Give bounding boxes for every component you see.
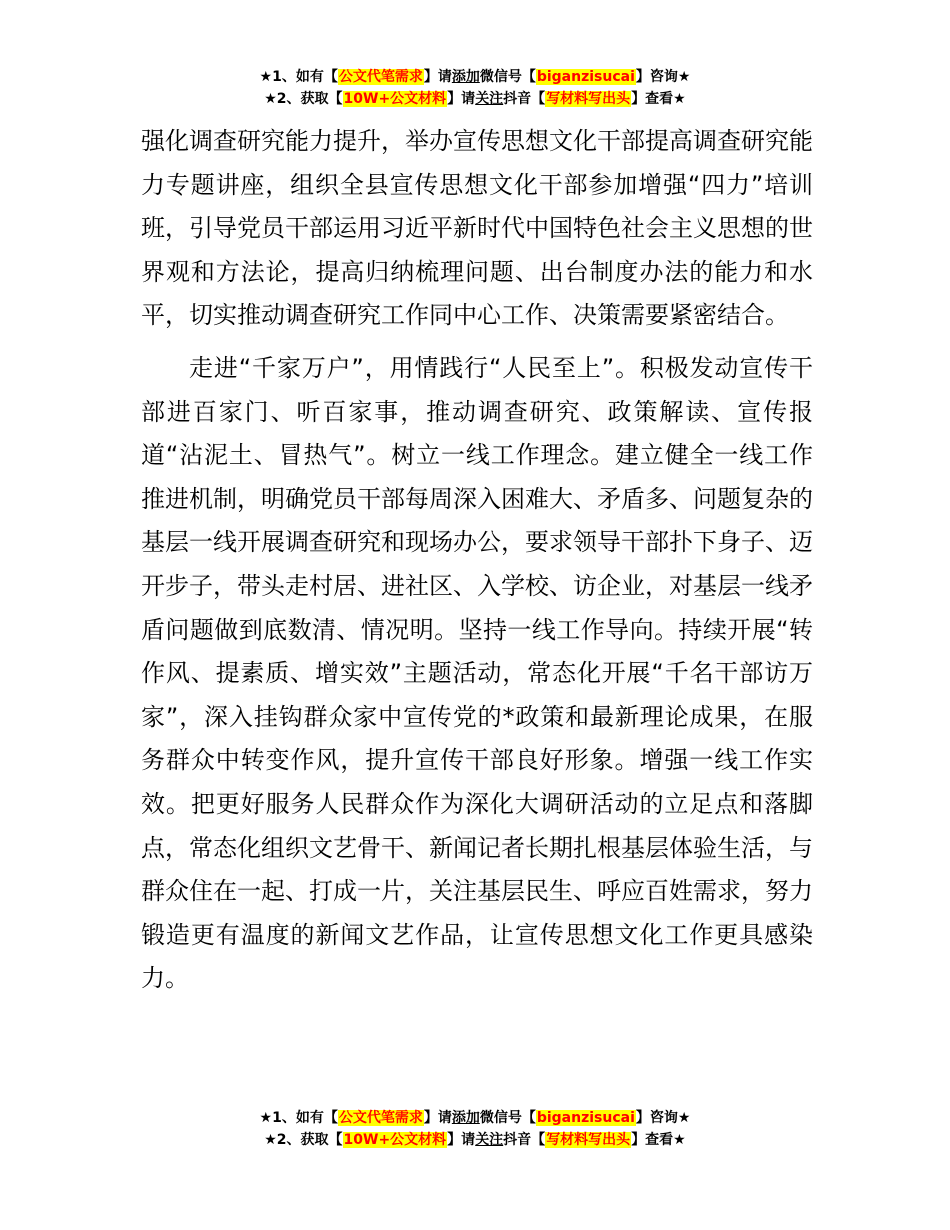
banner-text: 抖音【 xyxy=(503,91,546,107)
banner-text: 微信号【 xyxy=(479,1110,536,1126)
banner-text: ★1、如有【 xyxy=(259,69,338,85)
banner-text: 】查看★ xyxy=(631,91,686,107)
banner-text: 】查看★ xyxy=(631,1132,686,1148)
banner-text: 】请 xyxy=(447,91,476,107)
highlight-douyin-account: 写材料写出头 xyxy=(546,91,631,107)
paragraph-1: 强化调查研究能力提升，举办宣传思想文化干部提高调查研究能力专题讲座，组织全县宣传思想文化干部参加增强“四力”培训班，引导党员干部运用习近平新时代中国特色社会主义思想的世界观和方法论，提高归纳梳理问题、出台制度办法的能力和水平，切实推动调查研究工作同中心工作、决策需要紧密结合。 xyxy=(141,127,813,330)
banner-text: ★1、如有【 xyxy=(259,1110,338,1126)
underlined-text: 添加 xyxy=(451,69,480,85)
highlight-wechat-id: biganzisucai xyxy=(536,1110,635,1126)
banner-line-2 xyxy=(0,1129,950,1151)
highlight-materials: 10W+公文材料 xyxy=(343,91,447,107)
paragraph-2: 走进“千家万户”，用情践行“人民至上”。积极发动宣传干部进百家门、听百家事，推动调查研究、政策解读、宣传报道“沾泥土、冒热气”。树立一线工作理念。建立健全一线工作推进机制，明确党员干部每周深入困难大、矛盾多、问题复杂的基层一线开展调查研究和现场办公，要求领导干部扑下身子、迈开步子，带头走村居、进社区、入学校、访企业，对基层一线矛盾问题做到底数清、情况明。坚持一线工作导向。持续开展“转作风、提素质、增实效”主题活动，常态化开展“千名干部访万家”，深入挂钩群众家中宣传党的*政策和最新理论成果，在服务群众中转变作风，提升宣传干部良好形象。增强一线工作实效。把更好服务人民群众作为深化大调研活动的立足点和落脚点，常态化组织文艺骨干、新闻记者长期扎根基层体验生活，与群众住在一起、打成一片，关注基层民生、呼应百姓需求，努力锻造更有温度的新闻文艺作品，让宣传思想文化工作更具感染力。 xyxy=(141,353,813,993)
banner-text: 】请 xyxy=(423,69,452,85)
document-body xyxy=(141,120,813,1001)
banner-text: ★2、获取【 xyxy=(264,91,343,107)
highlight-douyin-account: 写材料写出头 xyxy=(546,1132,631,1148)
footer-banner xyxy=(0,1107,950,1151)
highlight-service: 公文代笔需求 xyxy=(338,69,423,85)
banner-text: ★2、获取【 xyxy=(264,1132,343,1148)
banner-text: 】咨询★ xyxy=(635,69,691,85)
banner-line-2 xyxy=(0,88,950,110)
underlined-text: 关注 xyxy=(475,91,504,107)
highlight-materials: 10W+公文材料 xyxy=(343,1132,447,1148)
banner-text: 】咨询★ xyxy=(635,1110,691,1126)
banner-text: 微信号【 xyxy=(479,69,536,85)
banner-line-1 xyxy=(0,66,950,88)
underlined-text: 关注 xyxy=(475,1132,504,1148)
banner-text: 】请 xyxy=(423,1110,452,1126)
highlight-wechat-id: biganzisucai xyxy=(536,69,635,85)
highlight-service: 公文代笔需求 xyxy=(338,1110,423,1126)
banner-text: 抖音【 xyxy=(503,1132,546,1148)
underlined-text: 添加 xyxy=(451,1110,480,1126)
banner-text: 】请 xyxy=(447,1132,476,1148)
header-banner xyxy=(0,66,950,110)
banner-line-1 xyxy=(0,1107,950,1129)
